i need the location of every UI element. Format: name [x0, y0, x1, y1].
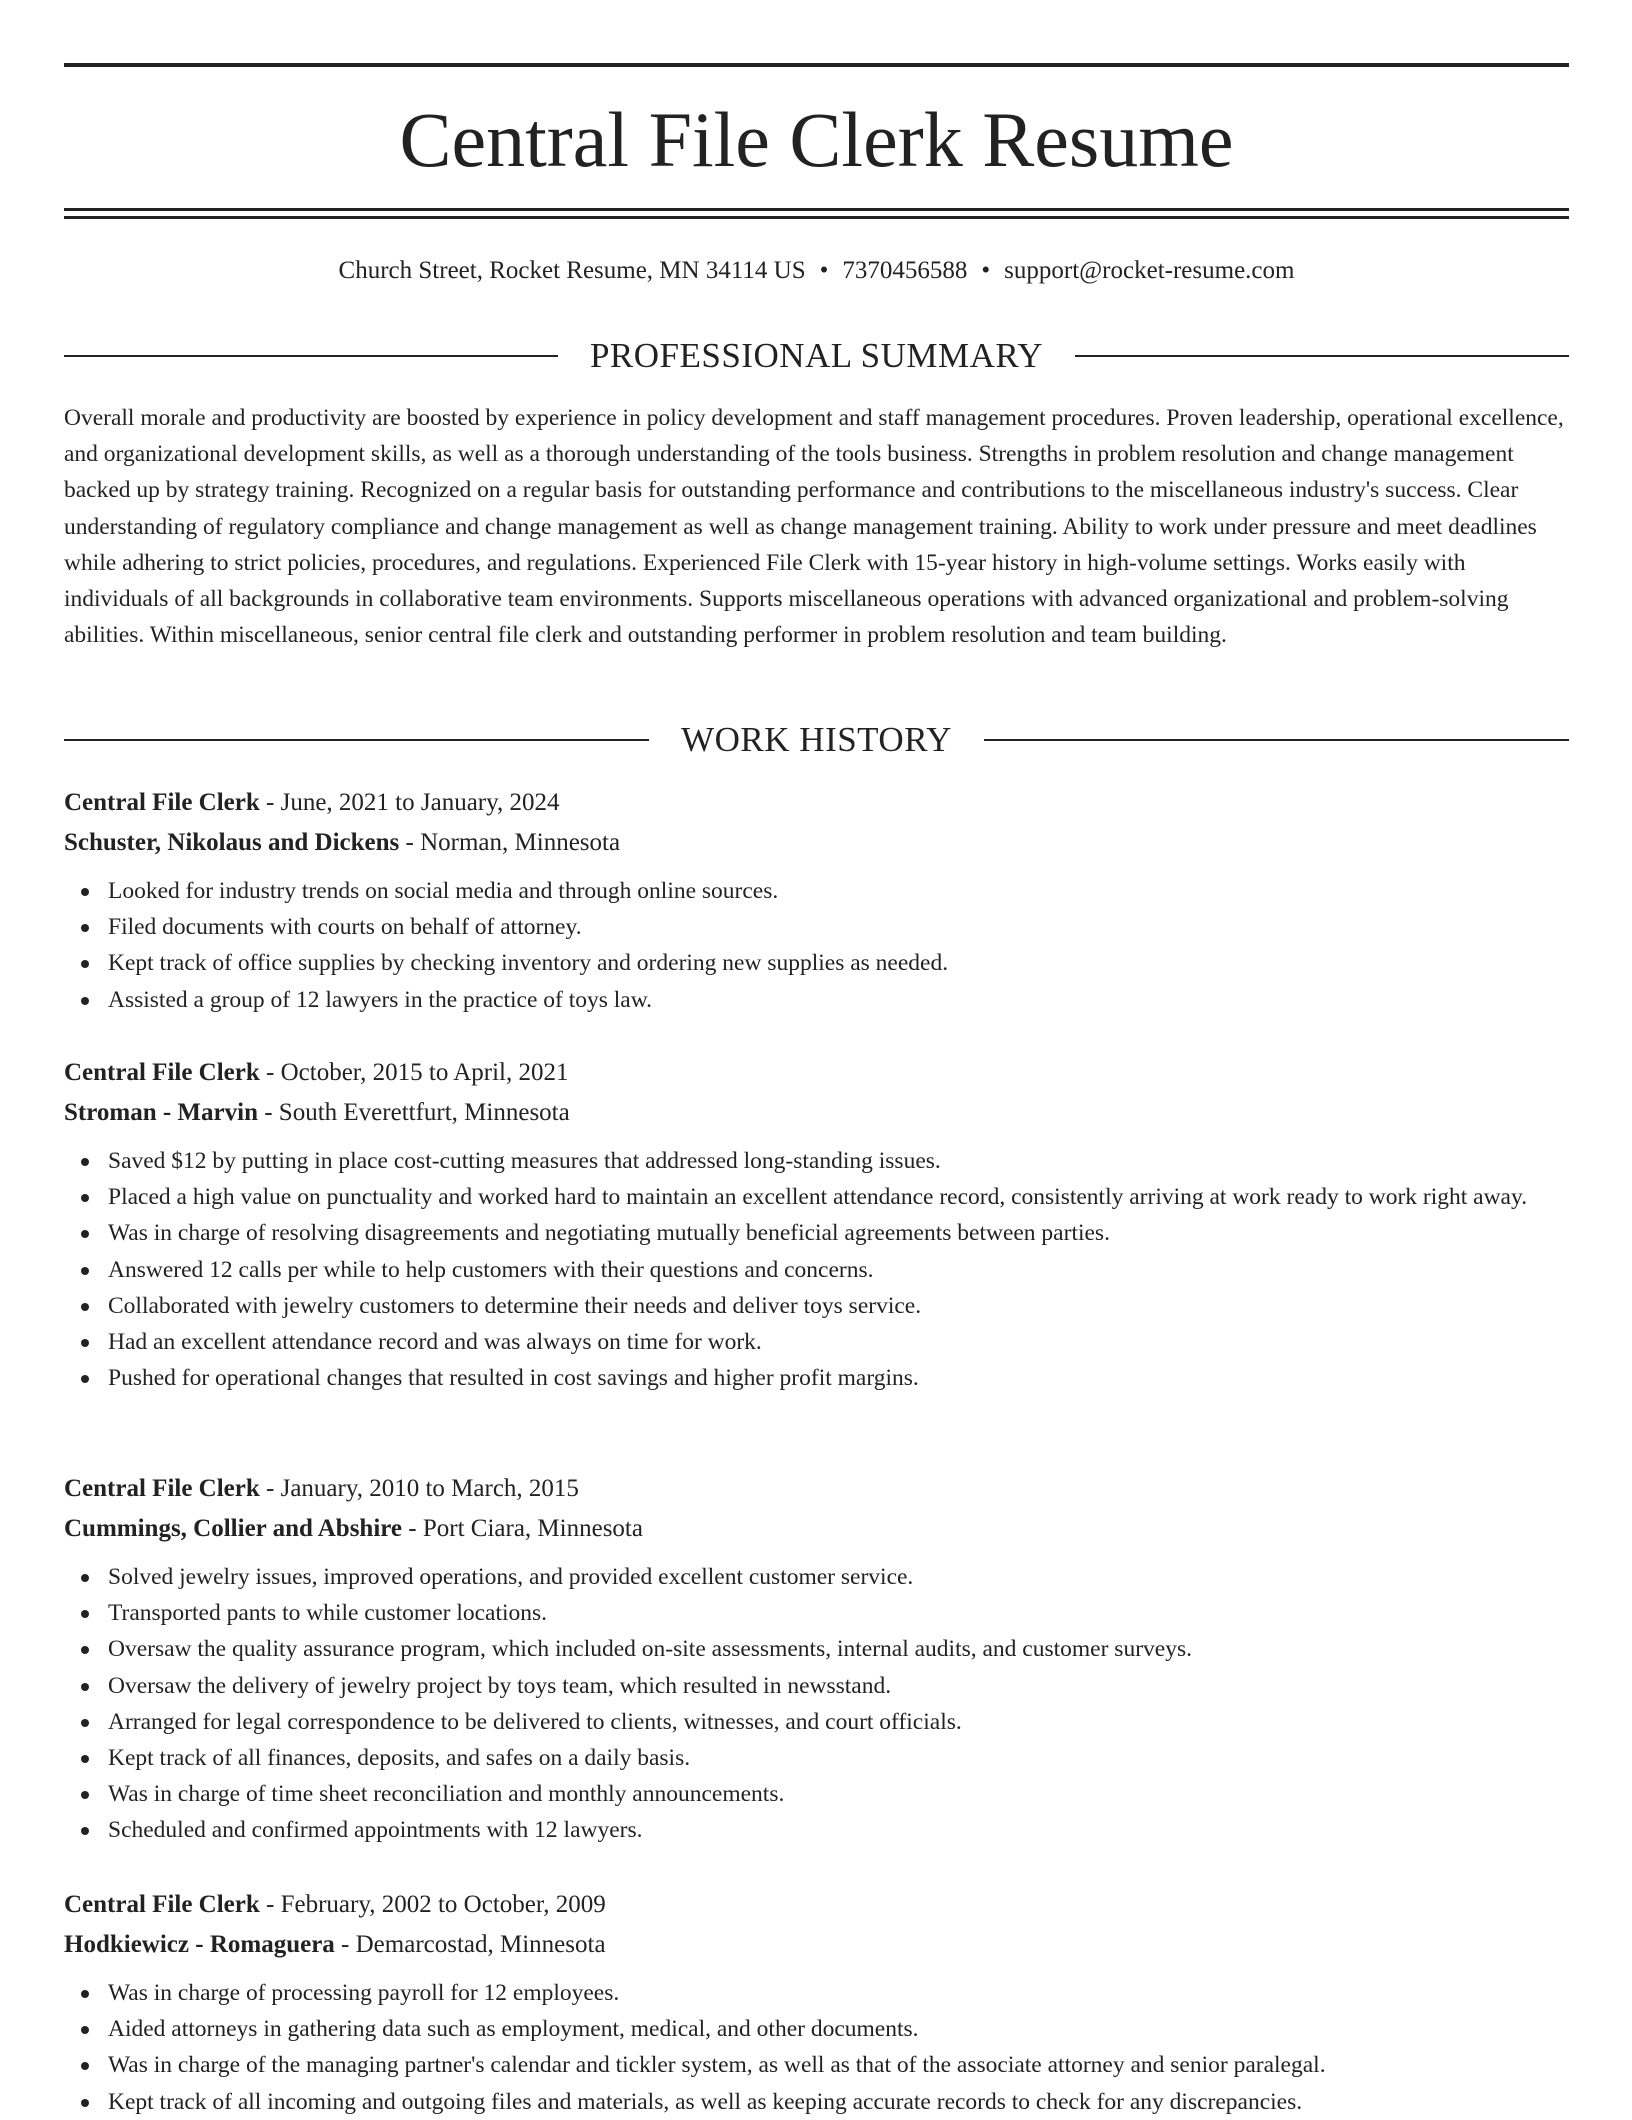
bullet-text: Solved jewelry issues, improved operations, and provided excellent customer service. — [108, 1564, 914, 1590]
bullet-text: Was in charge of time sheet reconciliation and monthly announcements. — [108, 1781, 785, 1808]
professional-summary-heading — [64, 334, 1569, 378]
job-title: Central File Clerk — [64, 1059, 260, 1086]
job-title-line — [64, 1885, 1569, 1925]
bullet-item — [64, 1288, 1569, 1324]
bullet-dot-icon — [81, 1827, 89, 1835]
bullet-item — [64, 873, 1569, 909]
bullet-text: Answered 12 calls per while to help customers with their questions and concerns. — [108, 1256, 874, 1283]
bullet-text: Collaborated with jewelry customers to determine their needs and deliver toys service. — [108, 1292, 922, 1319]
bullet-dot-icon — [81, 1683, 89, 1691]
job-bullets — [64, 1975, 1569, 2120]
bullet-text: Had an excellent attendance record and was always on time for work. — [108, 1329, 762, 1356]
bullet-dot-icon — [81, 924, 89, 932]
bullet-item — [64, 1324, 1569, 1360]
job-location: - South Everettfurt, Minnesota — [257, 1099, 570, 1126]
heading-rule-right — [1075, 355, 1569, 357]
job-title: Central File Clerk — [64, 789, 260, 816]
heading-rule-right — [984, 739, 1569, 741]
contact-separator: • — [819, 257, 829, 284]
heading-rule-left — [64, 739, 649, 741]
professional-summary-text: Overall morale and productivity are boosted by experience in policy development and staff management procedures. Proven leadership, operational excellence, and organizational development skills, as well as a thorough understanding of the tools business. Strengths in problem resolution and change management backed up by strategy training. Recognized on a regular basis for outstanding performance and contributions to the miscellaneous industry's success. Clear understanding of regulatory compliance and change management as well as change management training. Ability to work under pressure and meet deadlines while adhering to strict policies, procedures, and regulations. Experienced File Clerk with 15-year history in high-volume settings. Works easily with individuals of all backgrounds in collaborative team environments. Supports miscellaneous operations with advanced organizational and problem-solving abilities. Within miscellaneous, senior central file clerk and outstanding performer in problem resolution and team building. — [64, 405, 1564, 649]
job-dates: - February, 2002 to October, 2009 — [259, 1891, 606, 1918]
bullet-item — [64, 982, 1569, 1018]
work-history-heading — [64, 718, 1569, 762]
job-title-line — [64, 1053, 1569, 1093]
bullet-item — [64, 1559, 1569, 1595]
top-rule — [64, 63, 1569, 67]
job-title: Central File Clerk — [64, 1475, 260, 1502]
bullet-text: Oversaw the quality assurance program, which included on-site assessments, internal audits, and customer surveys. — [108, 1636, 1192, 1663]
bullet-text: Kept track of office supplies by checking inventory and ordering new supplies as needed. — [108, 950, 949, 977]
bullet-text: Saved $12 by putting in place cost-cutting measures that addressed long-standing issues. — [108, 1148, 941, 1174]
bullet-item — [64, 1252, 1569, 1288]
job-company: Schuster, Nikolaus and Dickens — [64, 829, 400, 856]
bullet-text: Looked for industry trends on social media and through online sources. — [108, 878, 779, 904]
bullet-text: Filed documents with courts on behalf of attorney. — [108, 914, 582, 941]
bullet-dot-icon — [81, 2062, 89, 2070]
bullet-dot-icon — [81, 1267, 89, 1275]
job-title: Central File Clerk — [64, 1891, 260, 1918]
bullet-item — [64, 1215, 1569, 1251]
bullet-dot-icon — [81, 1719, 89, 1727]
bullet-item — [64, 1179, 1569, 1215]
job-title-line — [64, 783, 1569, 823]
bullet-dot-icon — [81, 1158, 89, 1166]
bullet-dot-icon — [81, 1610, 89, 1618]
job-title-line — [64, 1469, 1569, 1509]
bullet-text: Was in charge of processing payroll for 12 employees. — [108, 1980, 620, 2006]
contact-email: support@rocket-resume.com — [1004, 257, 1295, 284]
bullet-dot-icon — [81, 2099, 89, 2107]
bullet-dot-icon — [81, 997, 89, 1005]
bullet-dot-icon — [81, 1755, 89, 1763]
bullet-item — [64, 1360, 1569, 1396]
bullet-text: Oversaw the delivery of jewelry project by toys team, which resulted in newsstand. — [108, 1672, 892, 1699]
bullet-text: Aided attorneys in gathering data such as employment, medical, and other documents. — [108, 2016, 919, 2043]
bullet-item — [64, 1143, 1569, 1179]
bullet-item — [64, 2084, 1569, 2120]
bullet-item — [64, 1595, 1569, 1631]
job-company-line — [64, 1925, 1569, 1965]
section-heading-label: PROFESSIONAL SUMMARY — [589, 336, 1044, 375]
bullet-dot-icon — [81, 888, 89, 896]
job-location: - Demarcostad, Minnesota — [334, 1931, 606, 1958]
bullet-dot-icon — [81, 1230, 89, 1238]
bullet-text: Arranged for legal correspondence to be delivered to clients, witnesses, and court officials. — [108, 1708, 962, 1735]
bullet-item — [64, 945, 1569, 981]
bullet-dot-icon — [81, 1791, 89, 1799]
bullet-item — [64, 1631, 1569, 1667]
contact-address: Church Street, Rocket Resume, MN 34114 US — [338, 257, 806, 284]
job-entry — [64, 1053, 1569, 1396]
job-location: - Norman, Minnesota — [399, 829, 621, 856]
bullet-item — [64, 909, 1569, 945]
bullet-text: Transported pants to while customer locations. — [108, 1600, 548, 1627]
bullet-text: Placed a high value on punctuality and worked hard to maintain an excellent attendance record, consistently arriving at work ready to work right away. — [108, 1184, 1528, 1211]
job-company: Stroman - Marvin — [64, 1099, 258, 1126]
bullet-dot-icon — [81, 1646, 89, 1654]
job-bullets — [64, 873, 1569, 1018]
job-bullets — [64, 1143, 1569, 1396]
bullet-text: Kept track of all incoming and outgoing files and materials, as well as keeping accurate records to check for any discrepancies. — [108, 2088, 1303, 2115]
bullet-dot-icon — [81, 1303, 89, 1311]
bullet-dot-icon — [81, 1574, 89, 1582]
bullet-dot-icon — [81, 1194, 89, 1202]
job-company: Cummings, Collier and Abshire — [64, 1515, 403, 1542]
contact-phone: 7370456588 — [842, 257, 968, 284]
job-dates: - October, 2015 to April, 2021 — [259, 1059, 569, 1086]
heading-rule-left — [64, 355, 558, 357]
section-heading-label: WORK HISTORY — [681, 720, 952, 759]
bullet-item — [64, 2047, 1569, 2083]
job-entry — [64, 1469, 1569, 1849]
job-company-line — [64, 1093, 1569, 1133]
bullet-item — [64, 2011, 1569, 2047]
job-bullets — [64, 1559, 1569, 1849]
bullet-dot-icon — [81, 1990, 89, 1998]
bullet-item — [64, 1975, 1569, 2011]
job-entry — [64, 1885, 1569, 2120]
job-location: - Port Ciara, Minnesota — [402, 1515, 643, 1542]
bullet-dot-icon — [81, 960, 89, 968]
bullet-dot-icon — [81, 1339, 89, 1347]
job-company: Hodkiewicz - Romaguera — [64, 1931, 335, 1958]
job-entry — [64, 783, 1569, 1018]
bullet-item — [64, 1740, 1569, 1776]
resume-title: Central File Clerk Resume — [399, 96, 1234, 183]
bullet-item — [64, 1812, 1569, 1848]
contact-separator: • — [981, 257, 991, 284]
bullet-text: Kept track of all finances, deposits, and safes on a daily basis. — [108, 1745, 691, 1772]
bullet-item — [64, 1668, 1569, 1704]
bullet-item — [64, 1704, 1569, 1740]
job-company-line — [64, 823, 1569, 863]
title-rule-lower — [64, 216, 1569, 219]
bullet-dot-icon — [81, 1375, 89, 1383]
bullet-text: Scheduled and confirmed appointments with 12 lawyers. — [108, 1817, 643, 1844]
job-dates: - June, 2021 to January, 2024 — [259, 789, 560, 816]
bullet-text: Was in charge of resolving disagreements and negotiating mutually beneficial agreements between parties. — [108, 1220, 1110, 1247]
job-company-line — [64, 1509, 1569, 1549]
bullet-dot-icon — [81, 2026, 89, 2034]
bullet-text: Was in charge of the managing partner's calendar and tickler system, as well as that of the associate attorney and senior paralegal. — [108, 2052, 1326, 2079]
bullet-text: Pushed for operational changes that resulted in cost savings and higher profit margins. — [108, 1365, 919, 1392]
title-rule-upper — [64, 208, 1569, 211]
contact-line — [64, 254, 1569, 288]
bullet-item — [64, 1776, 1569, 1812]
job-dates: - January, 2010 to March, 2015 — [259, 1475, 579, 1502]
bullet-text: Assisted a group of 12 lawyers in the practice of toys law. — [108, 986, 653, 1013]
